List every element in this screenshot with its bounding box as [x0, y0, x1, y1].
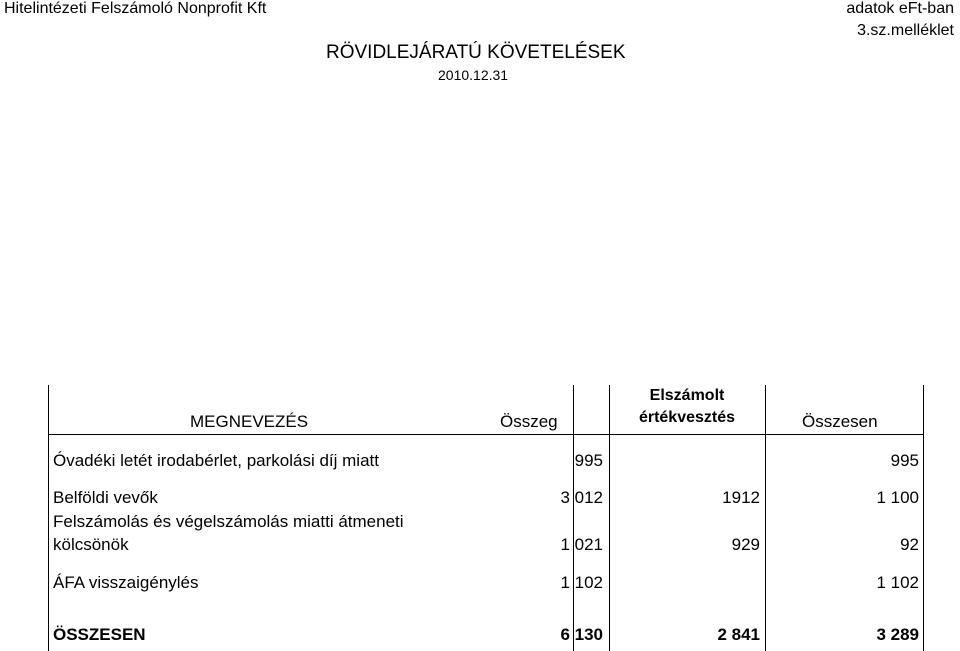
row-total: 92 [900, 535, 919, 554]
row-amount: 3 012 [560, 488, 603, 507]
row-name-line1: Felszámolás és végelszámolás miatti átmeneti [53, 512, 404, 531]
row-total: 1 102 [876, 573, 919, 592]
company-name: Hitelintézeti Felszámoló Nonprofit Kft [4, 0, 267, 17]
receivables-table [48, 385, 924, 651]
row-amount: 1 021 [560, 535, 603, 554]
row-name: Óvadéki letét irodabérlet, parkolási díj miatt [53, 451, 379, 470]
totals-amount: 6 130 [560, 625, 603, 644]
column-divider-total [765, 385, 766, 651]
report-date: 2010.12.31 [438, 67, 509, 83]
header-divider [48, 434, 924, 435]
row-name-line2: kölcsönök [53, 535, 129, 554]
row-name: ÁFA visszaigénylés [53, 573, 199, 592]
row-total: 995 [890, 451, 919, 470]
column-header-writeoff [609, 385, 765, 429]
column-header-name: MEGNEVEZÉS [190, 412, 309, 431]
column-divider-amount [573, 385, 574, 651]
row-writeoff: 929 [731, 535, 760, 554]
totals-label: ÖSSZESEN [53, 625, 146, 644]
annex-label: 3.sz.melléklet [857, 22, 954, 39]
row-total: 1 100 [876, 488, 919, 507]
column-header-amount: Összeg [500, 412, 558, 431]
totals-total: 3 289 [876, 625, 919, 644]
table-border-left [48, 385, 49, 651]
page-title: RÖVIDLEJÁRATÚ KÖVETELÉSEK [326, 42, 626, 63]
column-header-total: Összesen [802, 412, 878, 431]
totals-writeoff: 2 841 [717, 625, 760, 644]
column-header-writeoff-line2: értékvesztés [638, 409, 736, 426]
row-name: Belföldi vevők [53, 488, 158, 507]
unit-note: adatok eFt-ban [846, 0, 954, 17]
row-writeoff: 1912 [722, 488, 760, 507]
row-amount: 995 [574, 451, 603, 470]
column-header-writeoff-line1: Elszámolt [649, 387, 725, 404]
table-border-right [923, 385, 924, 651]
row-amount: 1 102 [560, 573, 603, 592]
